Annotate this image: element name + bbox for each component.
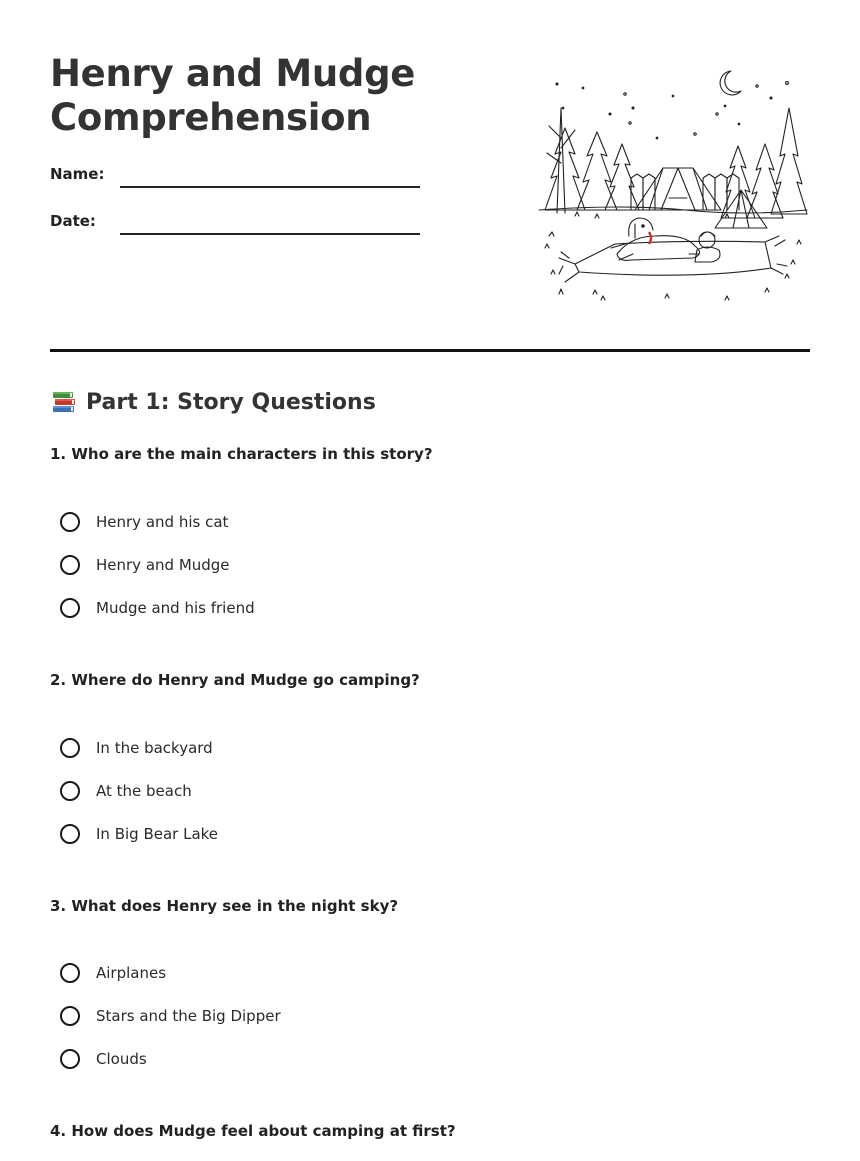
- radio-button[interactable]: [60, 1006, 80, 1026]
- question-1: 1. Who are the main characters in this story?: [50, 445, 433, 463]
- option-label: In Big Bear Lake: [96, 825, 219, 843]
- radio-button[interactable]: [60, 512, 80, 532]
- radio-button[interactable]: [60, 598, 80, 618]
- q3-option-2[interactable]: [60, 1003, 281, 1029]
- radio-button[interactable]: [60, 1049, 80, 1069]
- date-field[interactable]: [120, 233, 420, 235]
- option-label: Airplanes: [96, 964, 167, 982]
- option-label: Henry and Mudge: [96, 556, 230, 574]
- camping-scene-illustration: [535, 68, 810, 308]
- radio-button[interactable]: [60, 824, 80, 844]
- radio-button[interactable]: [60, 738, 80, 758]
- name-label: Name:: [50, 165, 105, 183]
- section-divider: [50, 349, 810, 352]
- radio-button[interactable]: [60, 963, 80, 983]
- section-heading: [50, 388, 376, 416]
- q3-option-1[interactable]: [60, 960, 166, 986]
- option-label: Mudge and his friend: [96, 599, 255, 617]
- radio-button[interactable]: [60, 781, 80, 801]
- option-label: Henry and his cat: [96, 513, 229, 531]
- q2-option-3[interactable]: [60, 821, 218, 847]
- option-label: Stars and the Big Dipper: [96, 1007, 281, 1025]
- radio-button[interactable]: [60, 555, 80, 575]
- books-icon: [50, 388, 78, 416]
- q2-option-1[interactable]: [60, 735, 213, 761]
- q1-option-1[interactable]: [60, 509, 228, 535]
- name-field[interactable]: [120, 186, 420, 188]
- q1-option-3[interactable]: [60, 595, 255, 621]
- question-3: 3. What does Henry see in the night sky?: [50, 897, 399, 915]
- option-label: At the beach: [96, 782, 192, 800]
- option-label: In the backyard: [96, 739, 213, 757]
- q2-option-2[interactable]: [60, 778, 192, 804]
- date-label: Date:: [50, 212, 96, 230]
- page-title: Henry and Mudge Comprehension: [50, 52, 416, 139]
- option-label: Clouds: [96, 1050, 147, 1068]
- q3-option-3[interactable]: [60, 1046, 147, 1072]
- q1-option-2[interactable]: [60, 552, 230, 578]
- question-2: 2. Where do Henry and Mudge go camping?: [50, 671, 420, 689]
- question-4: 4. How does Mudge feel about camping at first?: [50, 1122, 456, 1140]
- section-title: Part 1: Story Questions: [86, 389, 376, 415]
